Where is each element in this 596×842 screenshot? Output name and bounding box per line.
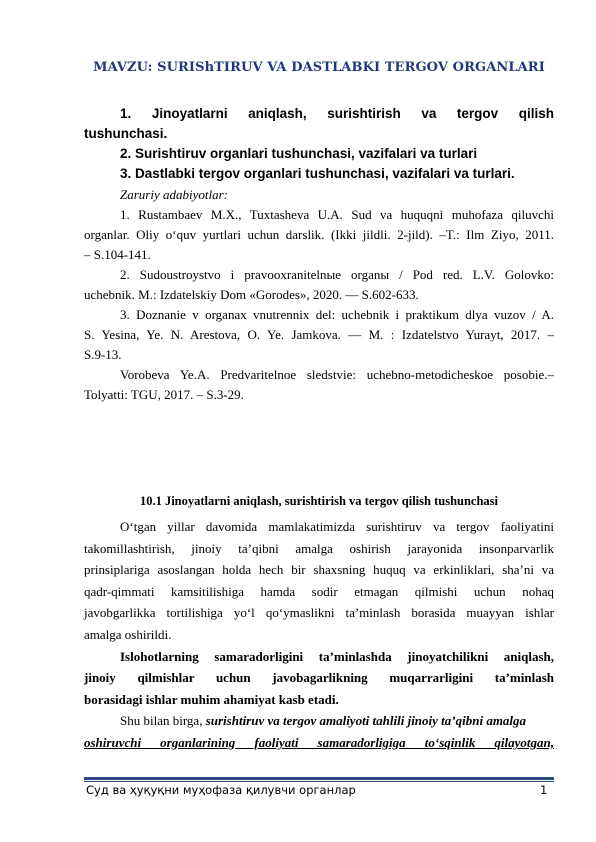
footer-rule	[84, 781, 554, 782]
plan-item-1-cont: tushunchasi.	[84, 126, 168, 141]
reference-2: 2. Sudoustroystvo i pravooxranitelnыe organы / Pod red. L.V. Golovko:	[120, 267, 554, 282]
page-number: 1	[540, 783, 548, 797]
paragraph-line: prinsiplariga asoslangan holda hech bir shaxsning huquq va erkinliklari, sha’ni va	[84, 562, 554, 578]
reference-2-cont: uchebnik. M.: Izdatelskiy Dom «Gorodes», 2020. — S.602-633.	[84, 287, 419, 302]
section-body	[84, 516, 554, 754]
footer-rule	[84, 777, 554, 780]
paragraph-line: qadr-qimmati kamsitilishiga hamda sodir etmagan qilmishi uchun nohaq	[84, 583, 554, 599]
reference-4-cont: Tolyatti: TGU, 2017. – S.3-29.	[84, 387, 244, 402]
paragraph-line: javobgarlikka tortilishiga yo‘l qo‘ymaslikni ta’minlash borasida muayyan ishlar	[84, 605, 554, 621]
paragraph-line: amalga oshirildi.	[84, 626, 172, 642]
reference-3-cont: S.9-13.	[84, 347, 122, 362]
paragraph-line: jinoiy qilmishlar uchun javobagarlikning muqarrarligini ta’minlash	[84, 670, 554, 686]
emphasis-text: surishtiruv va tergov amaliyoti tahlili jinoiy ta’qibni amalga	[205, 713, 527, 729]
plan-item-3: 3. Dastlabki tergov organlari tushunchasi, vazifalari va turlari.	[120, 166, 515, 181]
reference-4: Vorobeva Ye.A. Predvaritelnoe sledstvie: uchebno-metodicheskoe posobie.–	[120, 367, 554, 382]
paragraph-line: Islohotlarning samaradorligini ta’minlashda jinoyatchilikni aniqlash,	[120, 648, 554, 664]
paragraph-line: oshiruvchi organlarining faoliyati samaradorligiga to‘sqinlik qilayotgan,	[84, 734, 554, 750]
paragraph-line: borasidagi ishlar muhim ahamiyat kasb etadi.	[84, 691, 339, 707]
literature-list	[84, 185, 554, 405]
reference-1-cont: organlar. Oliy o‘quv yurtlari uchun darslik. (Ikki jildli. 2-jild). –T.: Ilm Ziyo, 2011.	[84, 227, 554, 242]
section-heading: 10.1 Jinoyatlarni aniqlash, surishtirish va tergov qilish tushunchasi	[139, 494, 499, 508]
literature-heading: Zaruriy adabiyotlar:	[120, 187, 228, 202]
paragraph-line: O‘tgan yillar davomida mamlakatimizda surishtiruv va tergov faoliyatini	[120, 519, 554, 534]
paragraph-line	[84, 710, 554, 732]
page-title: MAVZU: SURIShTIRUV VA DASTLABKI TERGOV ORGANLARI	[93, 60, 545, 75]
plan-item-1: 1. Jinoyatlarni aniqlash, surishtirish va tergov qilish	[120, 106, 554, 121]
footer-text: Суд ва ҳуқуқни муҳофаза қилувчи органлар	[86, 783, 356, 797]
reference-1-cont: – S.104-141.	[84, 247, 151, 262]
plan-item-2: 2. Surishtiruv organlari tushunchasi, vazifalari va turlari	[120, 146, 478, 161]
reference-3: 3. Doznanie v organax vnutrennix del: uchebnik i praktikum dlya vuzov / A.	[120, 307, 554, 322]
reference-1: 1. Rustambaev M.X., Tuxtasheva U.A. Sud va huquqni muhofaza qiluvchi	[120, 207, 554, 222]
plain-text: Shu bilan birga,	[120, 713, 206, 729]
paragraph-line: takomillashtirish, jinoiy ta’qibni amalga oshirish jarayonida insonparvarlik	[84, 540, 554, 556]
plan-list	[84, 104, 554, 184]
reference-3-cont: S. Yesina, Ye. N. Arestova, O. Ye. Jamkova. — M. : Izdatelstvo Yurayt, 2017. –	[84, 327, 554, 342]
